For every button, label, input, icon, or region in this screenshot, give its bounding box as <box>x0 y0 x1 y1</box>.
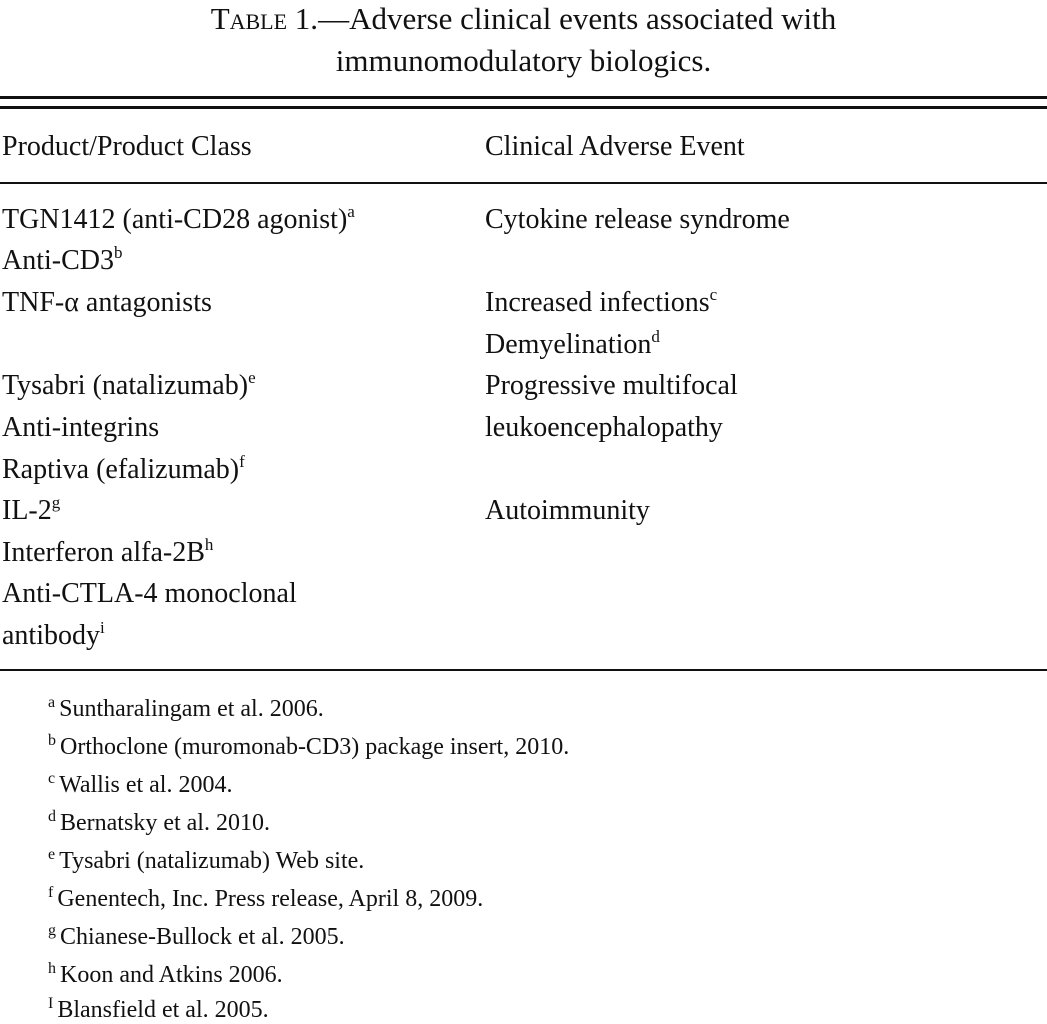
table-label: Table 1. <box>210 1 319 36</box>
event-text: Demyelination <box>485 329 652 360</box>
footnote <box>48 809 270 837</box>
column-header-product: Product/Product Class <box>2 131 252 162</box>
footnote-mark: b <box>48 732 56 749</box>
product-cell <box>2 493 61 526</box>
footnote-text: Wallis et al. 2004. <box>59 772 233 798</box>
header-rule <box>0 182 1047 184</box>
footnote-text: Tysabri (natalizumab) Web site. <box>59 848 365 874</box>
product-text: IL-2 <box>2 495 52 526</box>
product-text: Tysabri (natalizumab) <box>2 370 249 401</box>
product-cell <box>2 202 355 235</box>
footnote <box>48 771 232 799</box>
footnote-ref: d <box>651 327 660 346</box>
event-text: Autoimmunity <box>485 495 650 526</box>
product-text: Raptiva (efalizumab) <box>2 454 240 485</box>
event-cell <box>485 496 650 526</box>
footnote <box>48 847 364 875</box>
event-cell <box>485 371 738 401</box>
product-cell <box>2 243 123 276</box>
table-title-line-1 <box>0 0 1047 40</box>
footnote-mark: a <box>48 694 56 711</box>
column-header-event: Clinical Adverse Event <box>485 131 745 162</box>
footnote-mark: c <box>48 770 56 787</box>
footnote-mark: d <box>48 808 56 825</box>
footnote-mark: g <box>48 922 56 939</box>
footnote <box>48 695 324 723</box>
footnote-text: Blansfield et al. 2005. <box>57 997 269 1023</box>
footnote-ref: g <box>51 493 61 512</box>
top-rule-2 <box>0 106 1047 109</box>
table-title-line-2: immunomodulatory biologics. <box>335 43 712 78</box>
footnote-ref: i <box>100 618 105 637</box>
footnote <box>48 885 483 913</box>
footnote-mark: f <box>48 884 54 901</box>
footnote-mark: e <box>48 846 56 863</box>
product-cell <box>2 579 297 609</box>
event-cell <box>485 413 723 443</box>
event-text: Cytokine release syndrome <box>485 204 790 235</box>
footnote <box>48 923 345 951</box>
product-cell <box>2 288 212 318</box>
footnote <box>48 996 269 1024</box>
product-cell <box>2 413 159 443</box>
product-text: Interferon alfa-2B <box>2 537 205 568</box>
bottom-rule <box>0 669 1047 671</box>
footnote-text: Koon and Atkins 2006. <box>60 962 283 988</box>
product-cell <box>2 368 256 401</box>
footnote-text: Bernatsky et al. 2010. <box>60 810 270 836</box>
footnote-mark: h <box>48 960 56 977</box>
product-text: Anti-integrins <box>2 412 160 443</box>
product-text: Anti-CTLA-4 monoclonal <box>2 578 297 609</box>
table-title-text: —Adverse clinical events associated with <box>318 1 837 36</box>
footnote <box>48 961 283 989</box>
footnote-text: Orthoclone (muromonab-CD3) package insert, 2010. <box>60 734 570 760</box>
footnote-mark: I <box>48 995 54 1012</box>
footnote-ref: f <box>239 452 245 471</box>
product-text: TNF-α antagonists <box>2 287 212 318</box>
event-cell <box>485 285 718 318</box>
product-cell <box>2 452 245 485</box>
product-cell <box>2 618 105 651</box>
footnote-text: Chianese-Bullock et al. 2005. <box>60 924 345 950</box>
event-cell <box>485 205 790 235</box>
product-cell <box>2 535 214 568</box>
product-text: antibody <box>2 620 100 651</box>
footnote-ref: e <box>248 368 256 387</box>
event-text: leukoencephalopathy <box>485 412 723 443</box>
event-text: Progressive multifocal <box>485 370 738 401</box>
footnote-ref: a <box>347 202 355 221</box>
footnote-ref: h <box>204 535 214 554</box>
footnote <box>48 733 569 761</box>
product-text: TGN1412 (anti-CD28 agonist) <box>2 204 348 235</box>
footnote-text: Suntharalingam et al. 2006. <box>59 696 324 722</box>
footnote-ref: c <box>709 285 718 304</box>
event-cell <box>485 327 660 360</box>
event-text: Increased infections <box>485 287 710 318</box>
footnote-ref: b <box>114 243 123 262</box>
footnote-text: Genentech, Inc. Press release, April 8, 2009. <box>57 886 484 912</box>
top-rule-1 <box>0 96 1047 99</box>
product-text: Anti-CD3 <box>2 245 114 276</box>
